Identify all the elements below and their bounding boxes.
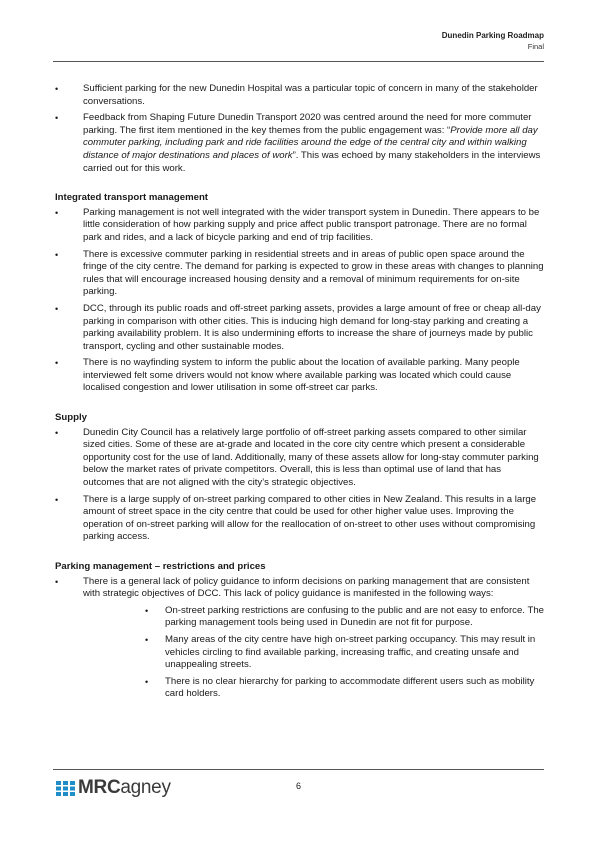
list-item: • DCC, through its public roads and off-street parking assets, provides a large amount of free or cheap all-day parking in comparison with other cities. This is inducing high demand for long-stay parking and creating a parking availability problem. It is also undermining efforts to increase the share of journeys made by public transport, cycling and other sustainable modes.: [55, 303, 545, 353]
sub-list-item: • Many areas of the city centre have high on-street parking occupancy. This may result in vehicles circling to find available parking, increasing traffic, and creating unsafe and unappealing streets.: [145, 634, 545, 672]
document-title: Dunedin Parking Roadmap: [441, 31, 544, 40]
list-item: • Parking management is not well integrated with the wider transport system in Dunedin. There appears to be little consideration of how parking supply and price affect public transport patronage. There are no formal park and rides, and a lack of bicycle parking and end of trip facilities.: [55, 207, 545, 245]
sub-list-item: • On-street parking restrictions are confusing to the public and are not easy to enforce. The parking management tools being used in Dunedin are not fit for purpose.: [145, 605, 545, 630]
section-heading-supply: Supply: [55, 412, 87, 424]
list-item: • Dunedin City Council has a relatively large portfolio of off-street parking assets compared to other similar sized cities. Some of these are at-grade and located in the core city centre which present a considerable opportunity cost for the use of land. Additionally, many of these assets allow for long-stay commuter parking below the market rates of private competitors. Overall, this is less than optimal use of land that has outcomes that are not aligned with the city’s strategic objectives.: [55, 427, 545, 490]
logo-wordmark: MRCagney: [78, 777, 171, 798]
list-item: • There is no wayfinding system to inform the public about the location of available parking. Many people interviewed felt some drivers would not know where available parking was located which could cause localised congestion and lower utilisation in some off-street car parks.: [55, 357, 545, 395]
parking-management-list: [55, 576, 545, 701]
list-item: • There is a general lack of policy guidance to inform decisions on parking management that are consistent with strategic objectives of DCC. This lack of policy guidance is manifested in the following ways: • On-street parking restrictions are confusing to the public and are not easy to enforce. The parking management tools being used in Dunedin are not fit for purpose. • Many areas of the city centre have high on-street parking occupancy. This may result in vehicles circling to find available parking, increasing traffic, and creating unsafe and unappealing streets. • There is no clear hierarchy for parking to accommodate different users such as mobility card holders.: [55, 576, 545, 701]
quoted-theme: Provide more all day commuter parking, including park and ride facilities around the edge of the central city and within walking distance of major destinations and places of work: [83, 124, 538, 161]
integrated-transport-list: [55, 207, 545, 395]
header-divider: [53, 61, 544, 62]
page-content: [55, 83, 545, 705]
list-item: • Feedback from Shaping Future Dunedin Transport 2020 was centred around the need for more commuter parking. The first item mentioned in the key themes from the public engagement was: “Provide more all day commuter parking, including park and ride facilities around the edge of the central city and within walking distance of major destinations and places of work”. This was echoed by many stakeholders in the interviews carried out for this work.: [55, 112, 545, 175]
sub-list: [145, 605, 545, 701]
section-heading-parking-management: Parking management – restrictions and prices: [55, 561, 266, 572]
footer-divider: [53, 769, 544, 770]
list-item: • There is excessive commuter parking in residential streets and in areas of public open space around the fringe of the city centre. The demand for parking is expected to grow in these areas with changes to planning rules that will encourage increased housing density and a removal of minimum requirements for on-site parking.: [55, 249, 545, 299]
list-item: • There is a large supply of on-street parking compared to other cities in New Zealand. This results in a large amount of street space in the city centre that could be used for other higher value uses. Improving the operation of on-street parking will allow for the reallocation of on-street to other uses without compromising parking access.: [55, 494, 545, 544]
document-status: Final: [527, 42, 544, 51]
list-item: • Sufficient parking for the new Dunedin Hospital was a particular topic of concern in many of the stakeholder conversations.: [55, 83, 545, 108]
page-number: 6: [295, 781, 301, 791]
page-header: [442, 30, 544, 52]
supply-list: [55, 427, 545, 544]
section-heading-integrated-transport: Integrated transport management: [55, 192, 208, 204]
intro-list: [55, 83, 545, 175]
sub-list-item: • There is no clear hierarchy for parking to accommodate different users such as mobility card holders.: [145, 676, 545, 701]
